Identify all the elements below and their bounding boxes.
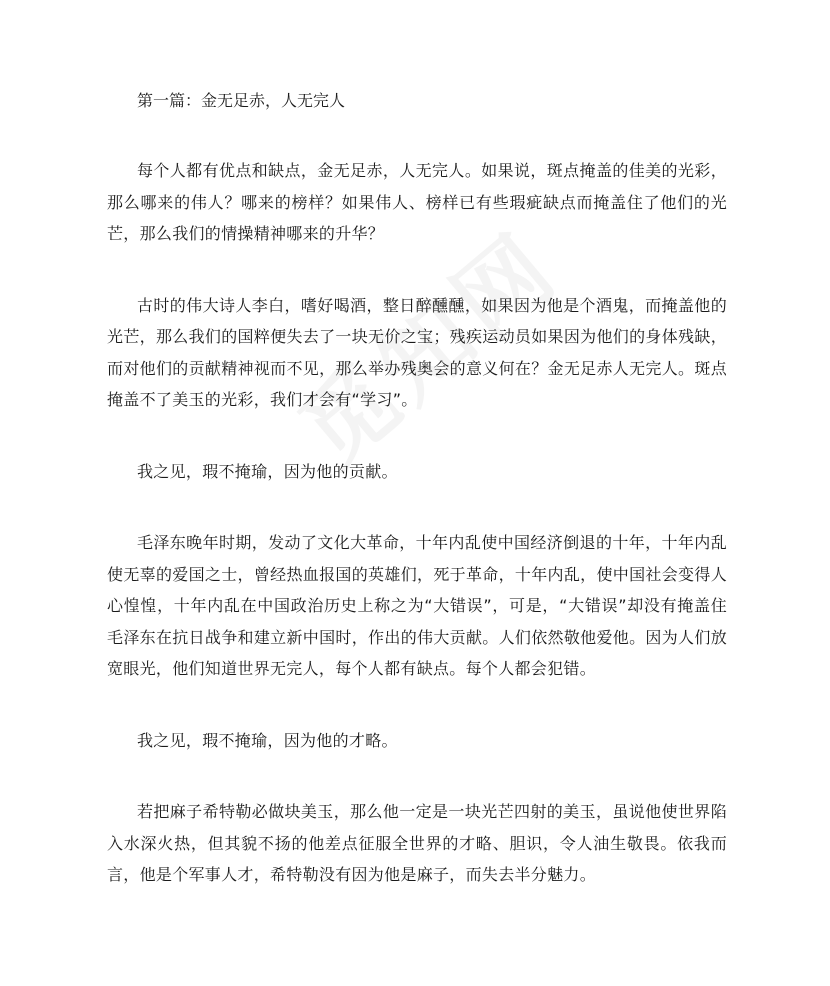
document-title: 第一篇：金无足赤，人无完人 [137,91,346,110]
paragraph-2: 古时的伟大诗人李白，嗜好喝酒，整日醉醺醺，如果因为他是个酒鬼，而掩盖他的光芒，那么我们的国粹便失去了一块无价之宝；残疾运动员如果因为他们的身体残缺，而对他们的贡献精神视而不见，那么举办残奥会的意义何在？金无足赤人无完人。斑点掩盖不了美玉的光彩，我们才会有“学习”。 [107,295,727,409]
paragraph-4: 毛泽东晚年时期，发动了文化大革命，十年内乱使中国经济倒退的十年，十年内乱使无辜的爱国之士，曾经热血报国的英雄们，死于革命，十年内乱，使中国社会变得人心惶惶，十年内乱在中国政治历史上称之为“大错误”，可是，“大错误”却没有掩盖住毛泽东在抗日战争和建立新中国时，作出的伟大贡献。人们依然敬他爱他。因为人们放宽眼光，他们知道世界无完人，每个人都有缺点。每个人都会犯错。 [107,533,727,678]
paragraph-6: 若把麻子希特勒必做块美玉，那么他一定是一块光芒四射的美玉，虽说他使世界陷入水深火热，但其貌不扬的他差点征服全世界的才略、胆识，令人油生敬畏。依我而言，他是个军事人才，希特勒没有因为他是麻子，而失去半分魅力。 [107,802,727,884]
paragraph-5: 我之见，瑕不掩瑜，因为他的才略。 [137,730,398,750]
document-body [107,87,727,931]
paragraph-1: 每个人都有优点和缺点，金无足赤，人无完人。如果说，斑点掩盖的佳美的光彩，那么哪来的伟人？哪来的榜样？如果伟人、榜样已有些瑕疵缺点而掩盖住了他们的光芒，那么我们的情操精神哪来的升华？ [107,161,727,243]
paragraph-3: 我之见，瑕不掩瑜，因为他的贡献。 [137,461,398,481]
